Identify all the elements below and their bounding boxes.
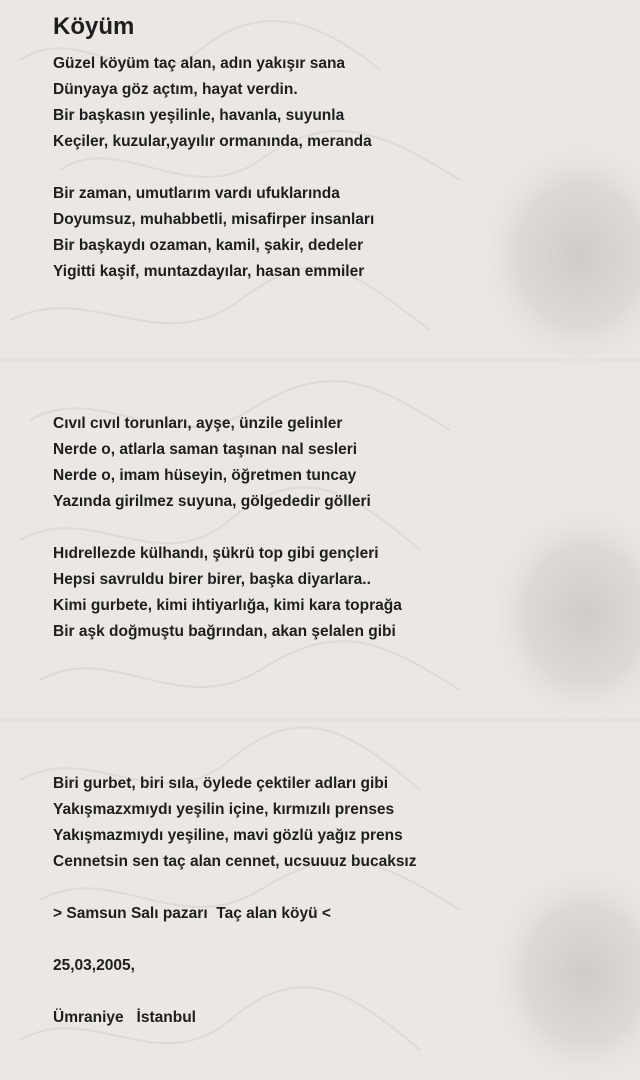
poem-line: Yigitti kaşif, muntazdayılar, hasan emmiler	[53, 263, 365, 280]
poem-line: Bir başkaydı ozaman, kamil, şakir, dedeler	[53, 237, 364, 254]
poem-line: Yazında girilmez suyuna, gölgededir gölleri	[53, 493, 371, 510]
poem-line: Bir zaman, umutlarım vardı ufuklarında	[53, 185, 340, 202]
poem-line: Hıdrellezde külhandı, şükrü top gibi gençleri	[53, 545, 379, 562]
poem-date: 25,03,2005,	[53, 957, 135, 974]
poem-line: Nerde o, imam hüseyin, öğretmen tuncay	[53, 467, 357, 484]
poem-line: Bir aşk doğmuştu bağrından, akan şelalen gibi	[53, 623, 396, 640]
poem-line: Nerde o, atlarla saman taşınan nal sesleri	[53, 441, 358, 458]
location-note: > Samsun Salı pazarı Taç alan köyü <	[53, 905, 331, 922]
poem-place: Ümraniye İstanbul	[53, 1009, 196, 1026]
poem-line: Doyumsuz, muhabbetli, misafirper insanları	[53, 211, 375, 228]
poem-line: Biri gurbet, biri sıla, öylede çektiler adları gibi	[53, 775, 389, 792]
poem-title: Köyüm	[53, 13, 135, 40]
poem-line: Hepsi savruldu birer birer, başka diyarlara..	[53, 571, 371, 588]
poem-line: Dünyaya göz açtım, hayat verdin.	[53, 81, 298, 98]
poem-line: Cıvıl cıvıl torunları, ayşe, ünzile gelinler	[53, 415, 343, 432]
poem-line: Bir başkasın yeşilinle, havanla, suyunla	[53, 107, 345, 124]
poem-line: Yakışmazmıydı yeşiline, mavi gözlü yağız prens	[53, 827, 403, 844]
poem-line: Güzel köyüm taç alan, adın yakışır sana	[53, 55, 346, 72]
poem-line: Cennetsin sen taç alan cennet, ucsuuuz bucaksız	[53, 853, 417, 870]
poem-line: Yakışmazxmıydı yeşilin içine, kırmızılı prenses	[53, 801, 395, 818]
poem-line: Kimi gurbete, kimi ihtiyarlığa, kimi kara toprağa	[53, 597, 402, 614]
poem-line: Keçiler, kuzular,yayılır ormanında, meranda	[53, 133, 372, 150]
